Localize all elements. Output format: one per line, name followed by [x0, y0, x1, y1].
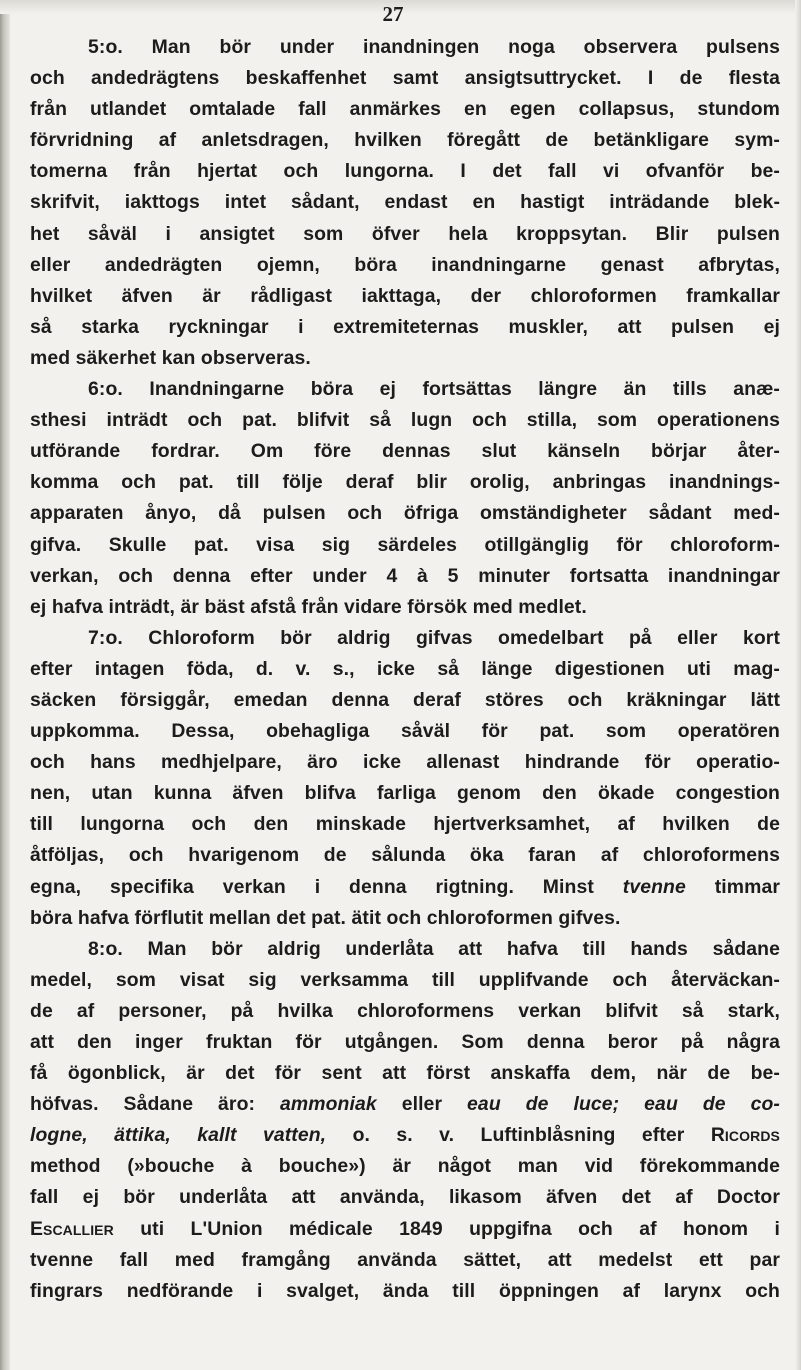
text-line: hvilket äfven är rådligast iakttaga, der chloroformen framkallar: [30, 284, 780, 307]
text-line: fall ej bör underlåta att använda, likasom äfven det af Doctor: [30, 1186, 780, 1209]
text-segment: uti L'Union médicale 1849 uppgifna och af honom i: [113, 1217, 780, 1240]
text-line: få ögonblick, är det för sent att först anskaffa dem, när de be-: [30, 1062, 780, 1085]
text-line: ej hafva inträdt, är bäst afstå från vidare försök med medlet.: [30, 595, 587, 618]
text-line: skrifvit, iakttogs intet sådant, endast en hastigt inträdande blek-: [30, 191, 780, 214]
text-line: så starka ryckningar i extremiteternas muskler, att pulsen ej: [30, 315, 780, 338]
text-line: tomerna från hjertat och lungorna. I det fall vi ofvanför be-: [30, 160, 780, 183]
text-line: nen, utan kunna äfven blifva farliga genom den ökade congestion: [30, 782, 780, 805]
text-line: efter intagen föda, d. v. s., icke så länge digestionen uti mag-: [30, 657, 780, 680]
text-line: 5:o. Man bör under inandningen noga observera pulsens: [88, 36, 780, 58]
name-escallier: Escallier: [30, 1217, 114, 1240]
body-text: [30, 32, 780, 1307]
name-ricords: Ricords: [710, 1124, 780, 1147]
text-line: 6:o. Inandningarne böra ej fortsättas längre än tills anæ-: [88, 378, 780, 401]
text-line: uppkomma. Dessa, obehagliga såväl för pat. som operatören: [30, 720, 780, 743]
text-line: verkan, och denna efter under 4 à 5 minuter fortsatta inandningar: [30, 564, 780, 587]
text-line: apparaten ånyo, då pulsen och öfriga omständigheter sådant med-: [30, 502, 780, 525]
text-line: het såväl i ansigtet som öfver hela kroppsytan. Blir pulsen: [30, 222, 780, 245]
text-line: 8:o. Man bör aldrig underlåta att hafva till hands sådane: [88, 937, 780, 960]
text-line: fingrars nedförande i svalget, ända till öppningen af larynx och: [30, 1279, 780, 1302]
text-line: [30, 1214, 780, 1245]
text-line: att den inger fruktan för utgången. Som denna beror på några: [30, 1031, 780, 1053]
text-line: sthesi inträdt och pat. blifvit så lugn och stilla, som operationens: [30, 409, 780, 432]
text-segment: eller: [401, 1093, 468, 1116]
text-line: till lungorna och den minskade hjertverksamhet, af hvilken de: [30, 813, 780, 836]
text-line: method (»bouche à bouche») är något man vid förekommande: [30, 1155, 780, 1178]
text-segment: o. s. v. Luftinblåsning efter: [326, 1124, 711, 1147]
text-line: [30, 872, 780, 903]
text-line: gifva. Skulle pat. visa sig särdeles otillgänglig för chloroform-: [30, 533, 780, 556]
emphasis-eau-de-luce: eau de luce; eau de co-: [467, 1093, 780, 1116]
page-right-shadow: [795, 0, 801, 1370]
text-segment: egna, specifika verkan i denna rigtning. Minst: [30, 875, 623, 898]
paragraph-7: [30, 623, 780, 934]
text-line: tvenne fall med framgång använda sättet, att medelst ett par: [30, 1248, 780, 1271]
emphasis-ammoniak: ammoniak: [280, 1093, 377, 1116]
text-line: åtföljas, och hvarigenom de sålunda öka faran af chloroformens: [30, 844, 780, 867]
text-line: böra hafva förflutit mellan det pat. ätit och chloroformen gifves.: [30, 906, 621, 929]
text-line: och andedrägtens beskaffenhet samt ansigtsuttrycket. I de flesta: [30, 67, 780, 90]
text-line: utförande fordrar. Om före dennas slut känseln börjar åter-: [30, 440, 780, 463]
text-line: 7:o. Chloroform bör aldrig gifvas omedelbart på eller kort: [88, 626, 780, 649]
text-line: komma och pat. till följe deraf blir orolig, anbringas inandnings-: [30, 471, 780, 494]
emphasis-remedies: logne, ättika, kallt vatten,: [30, 1124, 327, 1147]
text-line: med säkerhet kan observeras.: [30, 346, 311, 369]
paragraph-8: [30, 934, 780, 1307]
text-line: förvridning af anletsdragen, hvilken föregått de betänkligare sym-: [30, 129, 780, 152]
emphasis-tvenne: tvenne: [622, 875, 686, 898]
text-segment: timmar: [685, 875, 780, 898]
page-binding-edge: [0, 0, 10, 1370]
text-line: medel, som visat sig verksamma till upplifvande och återväckan-: [30, 968, 780, 991]
text-line: [30, 1120, 780, 1151]
text-line: och hans medhjelpare, äro icke allenast hindrande för operatio-: [30, 751, 780, 774]
paragraph-5: [30, 32, 780, 374]
paragraph-6: [30, 374, 780, 623]
text-line: de af personer, på hvilka chloroformens verkan blifvit så stark,: [30, 999, 780, 1022]
text-line: eller andedrägten ojemn, böra inandningarne genast afbrytas,: [30, 253, 780, 276]
text-line: från utlandet omtalade fall anmärkes en egen collapsus, stundom: [30, 98, 780, 121]
page-number: 27: [382, 2, 404, 26]
text-line: säcken försiggår, emedan denna deraf störes och kräkningar lätt: [30, 688, 780, 711]
text-segment: höfvas. Sådane äro:: [30, 1093, 281, 1116]
text-line: [30, 1089, 780, 1120]
